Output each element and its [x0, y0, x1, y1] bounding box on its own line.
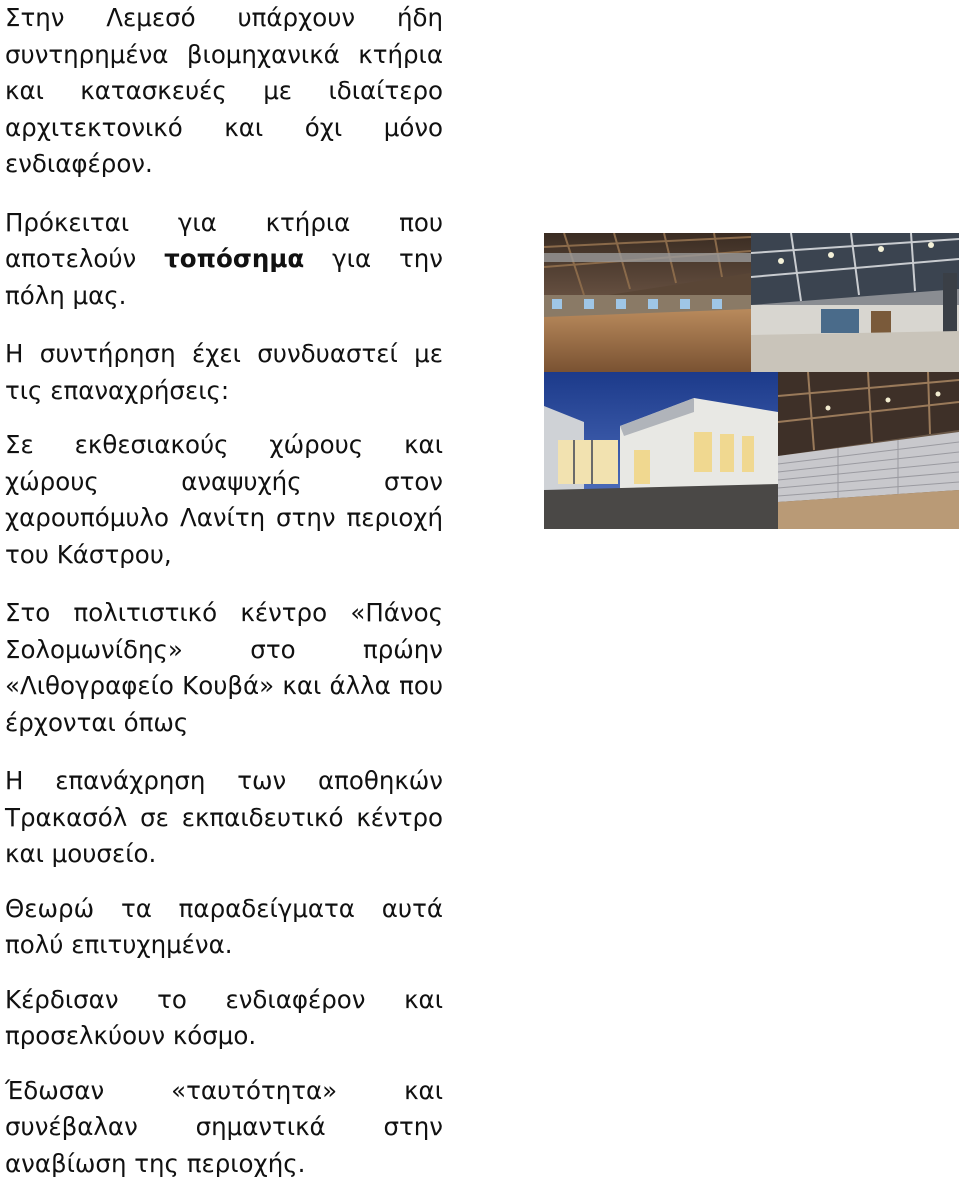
paragraph-9: Έδωσαν «ταυτότητα» και συνέβαλαν σημαντικά στην αναβίωση της περιοχής. — [5, 1073, 443, 1182]
paragraph-1: Στην Λεμεσό υπάρχουν ήδη συντηρημένα βιομηχανικά κτήρια και κατασκευές με ιδιαίτερο αρχιτεκτονικό και όχι μόνο ενδιαφέρον. — [5, 0, 443, 183]
photo-collage — [544, 233, 959, 529]
article-text — [5, 0, 443, 1182]
photo-warehouse-interior — [751, 233, 959, 372]
paragraph-8: Κέρδισαν το ενδιαφέρον και προσελκύουν κόσμο. — [5, 982, 443, 1055]
photo-shutter-interior — [778, 372, 959, 529]
paragraph-2-bold: τοπόσημα — [164, 244, 304, 273]
paragraph-7: Θεωρώ τα παραδείγματα αυτά πολύ επιτυχημένα. — [5, 891, 443, 964]
paragraph-2-end: για την πόλη μας. — [5, 244, 443, 310]
paragraph-6: Η επανάχρηση των αποθηκών Τρακασόλ σε εκπαιδευτικό κέντρο και μουσείο. — [5, 763, 443, 873]
paragraph-5: Στο πολιτιστικό κέντρο «Πάνος Σολομωνίδης» στο πρώην «Λιθογραφείο Κουβά» και άλλα που έρχονται όπως — [5, 595, 443, 741]
photo-hall-interior — [544, 233, 751, 372]
paragraph-3: Η συντήρηση έχει συνδυαστεί με τις επαναχρήσεις: — [5, 336, 443, 409]
paragraph-2 — [5, 205, 443, 315]
paragraph-4: Σε εκθεσιακούς χώρους και χώρους αναψυχής στον χαρουπόμυλο Λανίτη στην περιοχή του Κάστρου, — [5, 427, 443, 573]
paragraph-2-start: Πρόκειται για κτήρια που αποτελούν — [5, 208, 443, 274]
photo-building-exterior — [544, 372, 778, 529]
